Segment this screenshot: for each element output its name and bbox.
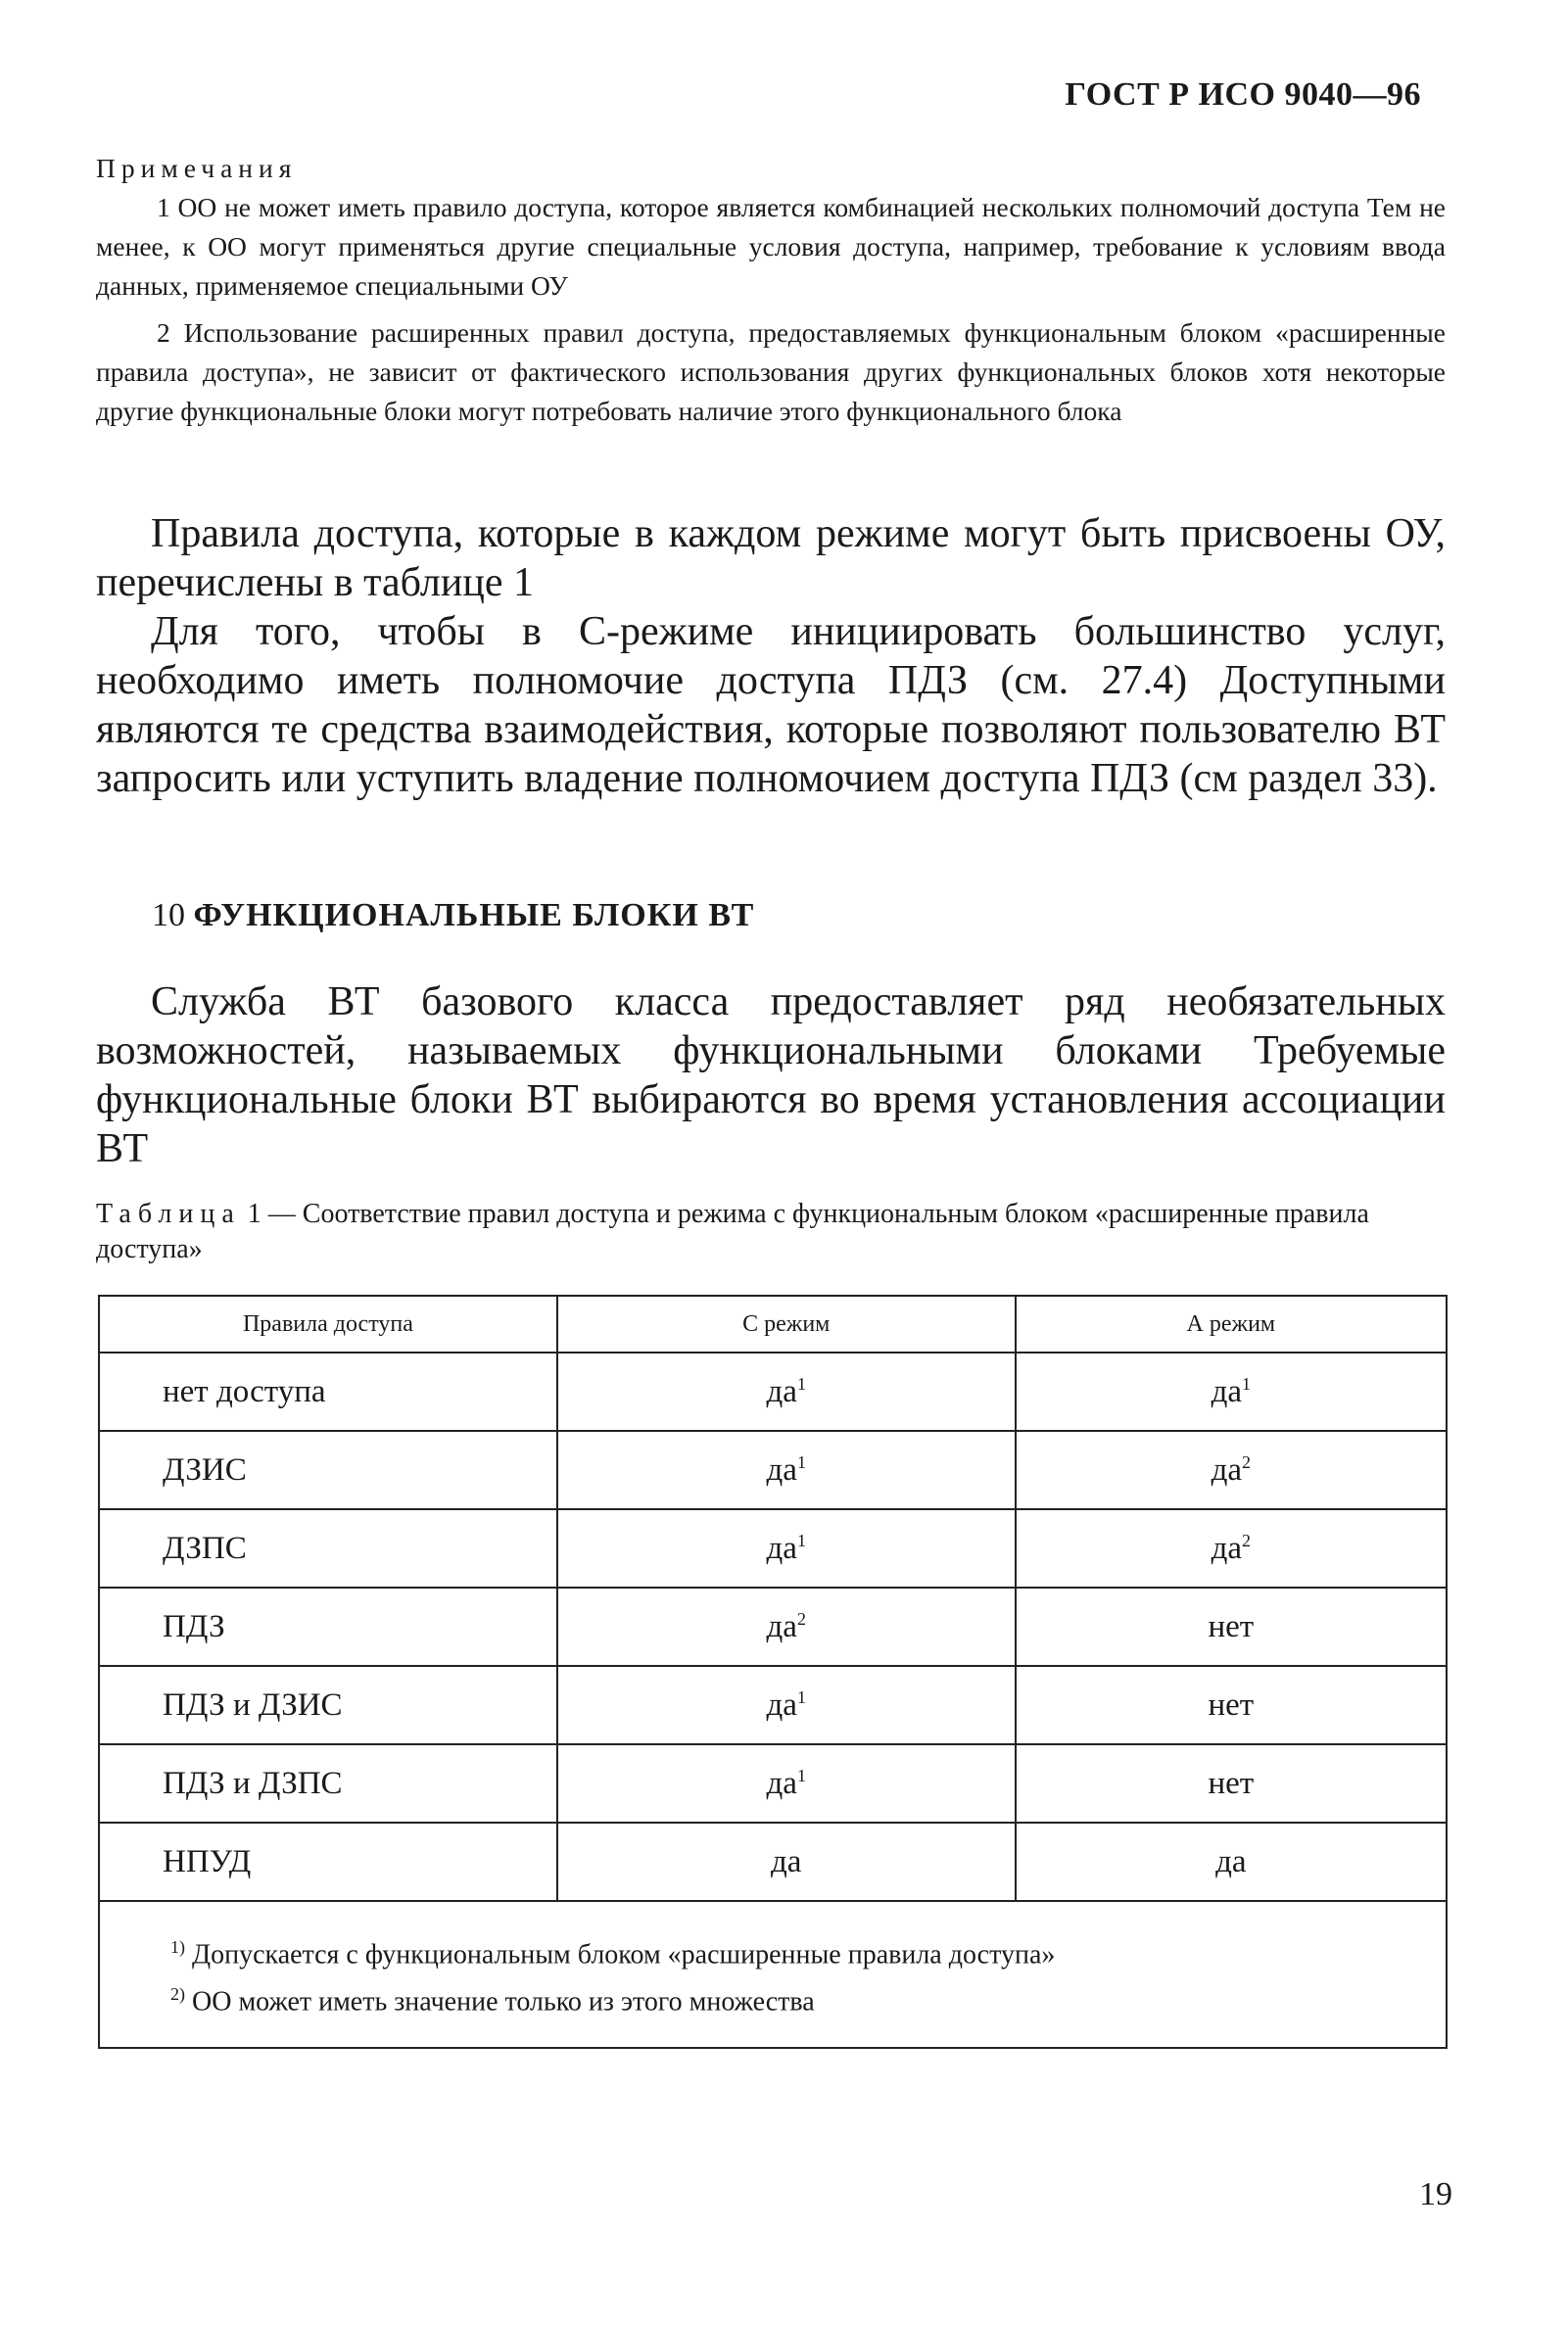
paragraph-3 bbox=[96, 977, 1446, 1173]
c-mode-cell: да bbox=[557, 1823, 1016, 1901]
document-header: ГОСТ Р ИСО 9040—96 bbox=[1065, 76, 1421, 113]
footnote-1: $^{1)}$ Допускается с функциональным блоком «расширенные правила доступа» bbox=[170, 1936, 1056, 1970]
paragraph-2-text: Для того, чтобы в С-режиме инициировать большинство услуг, необходимо иметь полномочие доступа ПДЗ (см. 27.4) Доступными являются те средства взаимодействия, которые позволяют пользователю ВТ запросить или уступить владение полномочием доступа ПДЗ (см раздел 33). bbox=[96, 609, 1446, 801]
table-row bbox=[99, 1744, 1447, 1823]
c-mode-cell: $да^1$ bbox=[557, 1431, 1016, 1509]
c-mode-cell: $да^1$ bbox=[557, 1666, 1016, 1744]
section-heading bbox=[152, 897, 754, 934]
rule-cell: ПДЗ bbox=[99, 1588, 557, 1666]
c-mode-cell: $да^1$ bbox=[557, 1353, 1016, 1431]
access-rules-table bbox=[98, 1295, 1448, 2049]
c-mode-cell: $да^1$ bbox=[557, 1744, 1016, 1823]
section-title: ФУНКЦИОНАЛЬНЫЕ БЛОКИ ВТ bbox=[193, 897, 755, 933]
table-caption bbox=[96, 1197, 1446, 1267]
table-row bbox=[99, 1666, 1447, 1744]
section-number: 10 bbox=[152, 897, 185, 933]
a-mode-cell: да bbox=[1016, 1823, 1447, 1901]
rule-cell: ДЗИС bbox=[99, 1431, 557, 1509]
note-item-1: 1 ОО не может иметь правило доступа, которое является комбинацией нескольких полномочий доступа Тем не менее, к ОО могут применяться другие специальные условия доступа, например, требование к условиям ввода данных, применяемое специальными ОУ bbox=[96, 192, 1446, 301]
rule-cell: ПДЗ и ДЗПС bbox=[99, 1744, 557, 1823]
table-header-row bbox=[99, 1296, 1447, 1353]
column-header-rule: Правила доступа bbox=[99, 1296, 557, 1353]
table-caption-label: Таблица bbox=[96, 1199, 241, 1229]
c-mode-cell: $да^2$ bbox=[557, 1588, 1016, 1666]
column-header-a-mode: А режим bbox=[1016, 1296, 1447, 1353]
note-item-2: 2 Использование расширенных правил доступа, предоставляемых функциональным блоком «расширенные правила доступа», не зависит от фактического использования других функциональных блоков хотя некоторые другие функциональные блоки могут потребовать наличие этого функционального блока bbox=[96, 317, 1446, 426]
a-mode-cell: нет bbox=[1016, 1588, 1447, 1666]
a-mode-cell: $да^2$ bbox=[1016, 1509, 1447, 1588]
page-number: 19 bbox=[1419, 2176, 1452, 2212]
a-mode-cell: $да^2$ bbox=[1016, 1431, 1447, 1509]
notes-block bbox=[96, 149, 1446, 431]
c-mode-cell: $да^1$ bbox=[557, 1509, 1016, 1588]
column-header-c-mode: С режим bbox=[557, 1296, 1016, 1353]
table-caption-text: 1 — Соответствие правил доступа и режима с функциональным блоком «расширенные правила доступа» bbox=[96, 1199, 1369, 1264]
rule-cell: НПУД bbox=[99, 1823, 557, 1901]
a-mode-cell: нет bbox=[1016, 1666, 1447, 1744]
paragraph-1 bbox=[96, 509, 1446, 607]
table-footnotes-row bbox=[99, 1901, 1447, 2048]
a-mode-cell: $да^1$ bbox=[1016, 1353, 1447, 1431]
rule-cell: ДЗПС bbox=[99, 1509, 557, 1588]
paragraph-1-text: Правила доступа, которые в каждом режиме могут быть присвоены ОУ, перечислены в таблице 1 bbox=[96, 511, 1446, 605]
a-mode-cell: нет bbox=[1016, 1744, 1447, 1823]
paragraph-3-text: Служба ВТ базового класса предоставляет ряд необязательных возможностей, называемых функциональными блоками Требуемые функциональные блоки ВТ выбираются во время установления ассоциации ВТ bbox=[96, 979, 1446, 1171]
table-footnotes bbox=[99, 1901, 1447, 2048]
rule-cell: нет доступа bbox=[99, 1353, 557, 1431]
footnote-2: $^{2)}$ ОО может иметь значение только из этого множества bbox=[170, 1984, 815, 2018]
table-row bbox=[99, 1823, 1447, 1901]
notes-title: Примечания bbox=[96, 153, 298, 183]
table-row bbox=[99, 1588, 1447, 1666]
table-row bbox=[99, 1353, 1447, 1431]
table-row bbox=[99, 1431, 1447, 1509]
rule-cell: ПДЗ и ДЗИС bbox=[99, 1666, 557, 1744]
table-row bbox=[99, 1509, 1447, 1588]
paragraph-2 bbox=[96, 607, 1446, 803]
